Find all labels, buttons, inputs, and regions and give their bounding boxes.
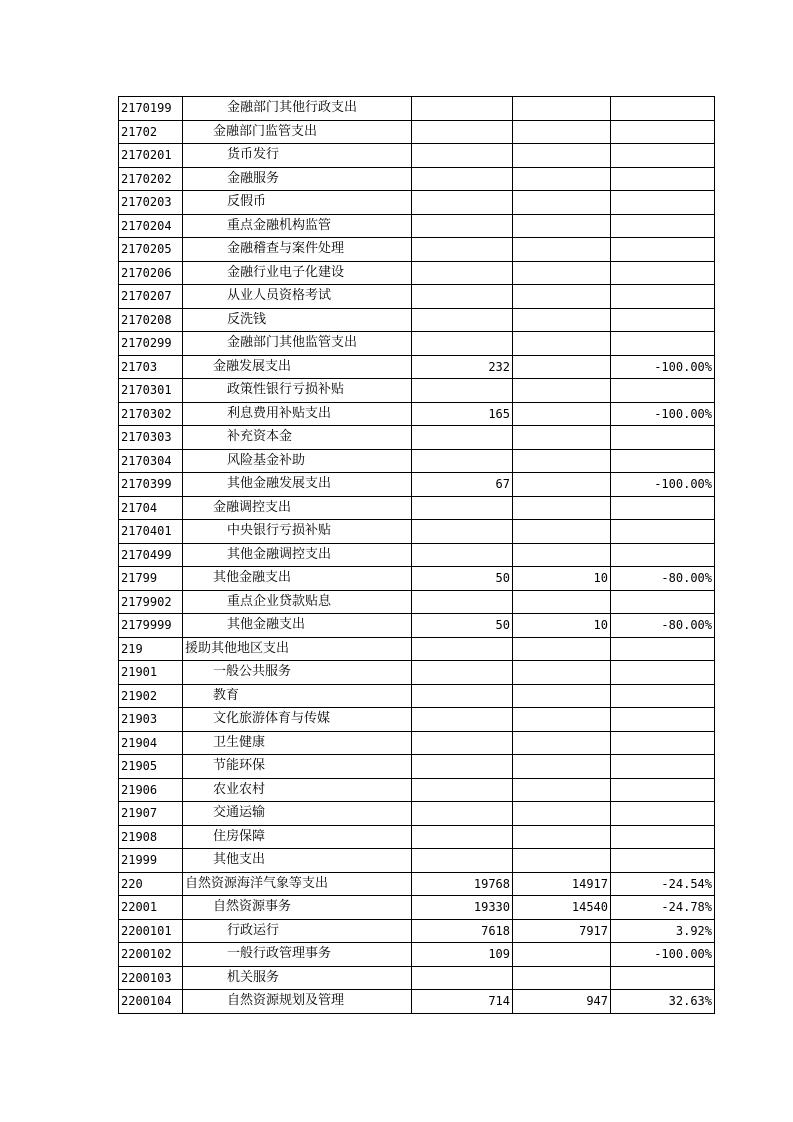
amount-cell-1: 19330 bbox=[412, 896, 513, 920]
change-percent-cell bbox=[611, 214, 715, 238]
code-cell: 2170208 bbox=[119, 308, 183, 332]
change-percent-cell bbox=[611, 849, 715, 873]
change-percent-cell bbox=[611, 802, 715, 826]
item-name-cell: 金融服务 bbox=[183, 167, 412, 191]
table-row bbox=[119, 144, 715, 168]
code-cell: 21999 bbox=[119, 849, 183, 873]
amount-cell-2 bbox=[513, 825, 611, 849]
table-row bbox=[119, 308, 715, 332]
table-row bbox=[119, 661, 715, 685]
amount-cell-2: 14540 bbox=[513, 896, 611, 920]
amount-cell-1 bbox=[412, 849, 513, 873]
change-percent-cell bbox=[611, 755, 715, 779]
amount-cell-1: 67 bbox=[412, 473, 513, 497]
code-cell: 2170304 bbox=[119, 449, 183, 473]
table-body bbox=[119, 97, 715, 1014]
amount-cell-2 bbox=[513, 97, 611, 121]
code-cell: 2170207 bbox=[119, 285, 183, 309]
change-percent-cell bbox=[611, 144, 715, 168]
item-name-cell: 重点企业贷款贴息 bbox=[183, 590, 412, 614]
code-cell: 21905 bbox=[119, 755, 183, 779]
table-row bbox=[119, 332, 715, 356]
table-row bbox=[119, 943, 715, 967]
item-name-cell: 金融发展支出 bbox=[183, 355, 412, 379]
table-row bbox=[119, 167, 715, 191]
item-name-cell: 补充资本金 bbox=[183, 426, 412, 450]
amount-cell-2 bbox=[513, 402, 611, 426]
table-row bbox=[119, 614, 715, 638]
amount-cell-2: 10 bbox=[513, 567, 611, 591]
item-name-cell: 住房保障 bbox=[183, 825, 412, 849]
amount-cell-2 bbox=[513, 661, 611, 685]
amount-cell-2 bbox=[513, 802, 611, 826]
change-percent-cell bbox=[611, 708, 715, 732]
change-percent-cell: -100.00% bbox=[611, 355, 715, 379]
change-percent-cell bbox=[611, 661, 715, 685]
code-cell: 21904 bbox=[119, 731, 183, 755]
amount-cell-2 bbox=[513, 214, 611, 238]
amount-cell-2 bbox=[513, 167, 611, 191]
table-row bbox=[119, 567, 715, 591]
table-row bbox=[119, 496, 715, 520]
table-row bbox=[119, 708, 715, 732]
amount-cell-1 bbox=[412, 637, 513, 661]
amount-cell-2 bbox=[513, 778, 611, 802]
amount-cell-2: 14917 bbox=[513, 872, 611, 896]
item-name-cell: 行政运行 bbox=[183, 919, 412, 943]
change-percent-cell: -24.78% bbox=[611, 896, 715, 920]
table-row bbox=[119, 778, 715, 802]
amount-cell-2 bbox=[513, 755, 611, 779]
table-row bbox=[119, 238, 715, 262]
item-name-cell: 政策性银行亏损补贴 bbox=[183, 379, 412, 403]
table-row bbox=[119, 755, 715, 779]
code-cell: 2179902 bbox=[119, 590, 183, 614]
amount-cell-1: 50 bbox=[412, 567, 513, 591]
item-name-cell: 其他金融支出 bbox=[183, 567, 412, 591]
amount-cell-1 bbox=[412, 261, 513, 285]
item-name-cell: 金融部门其他监管支出 bbox=[183, 332, 412, 356]
table-row bbox=[119, 966, 715, 990]
code-cell: 21901 bbox=[119, 661, 183, 685]
item-name-cell: 自然资源海洋气象等支出 bbox=[183, 872, 412, 896]
amount-cell-1 bbox=[412, 285, 513, 309]
amount-cell-1 bbox=[412, 825, 513, 849]
table-row bbox=[119, 402, 715, 426]
change-percent-cell bbox=[611, 261, 715, 285]
table-row bbox=[119, 990, 715, 1014]
change-percent-cell bbox=[611, 496, 715, 520]
code-cell: 2200101 bbox=[119, 919, 183, 943]
item-name-cell: 反假币 bbox=[183, 191, 412, 215]
change-percent-cell bbox=[611, 308, 715, 332]
change-percent-cell bbox=[611, 97, 715, 121]
change-percent-cell bbox=[611, 637, 715, 661]
table-row bbox=[119, 637, 715, 661]
table-row bbox=[119, 684, 715, 708]
table-row bbox=[119, 849, 715, 873]
amount-cell-1 bbox=[412, 214, 513, 238]
code-cell: 2170401 bbox=[119, 520, 183, 544]
code-cell: 21902 bbox=[119, 684, 183, 708]
change-percent-cell: -100.00% bbox=[611, 402, 715, 426]
amount-cell-1 bbox=[412, 731, 513, 755]
amount-cell-2 bbox=[513, 449, 611, 473]
amount-cell-1 bbox=[412, 144, 513, 168]
code-cell: 2170303 bbox=[119, 426, 183, 450]
code-cell: 2170206 bbox=[119, 261, 183, 285]
item-name-cell: 中央银行亏损补贴 bbox=[183, 520, 412, 544]
table-row bbox=[119, 520, 715, 544]
table-row bbox=[119, 473, 715, 497]
item-name-cell: 货币发行 bbox=[183, 144, 412, 168]
item-name-cell: 反洗钱 bbox=[183, 308, 412, 332]
item-name-cell: 其他金融调控支出 bbox=[183, 543, 412, 567]
item-name-cell: 利息费用补贴支出 bbox=[183, 402, 412, 426]
change-percent-cell: -80.00% bbox=[611, 567, 715, 591]
code-cell: 2170299 bbox=[119, 332, 183, 356]
amount-cell-1 bbox=[412, 120, 513, 144]
table-row bbox=[119, 802, 715, 826]
change-percent-cell bbox=[611, 379, 715, 403]
item-name-cell: 机关服务 bbox=[183, 966, 412, 990]
code-cell: 2170302 bbox=[119, 402, 183, 426]
code-cell: 2170301 bbox=[119, 379, 183, 403]
amount-cell-1 bbox=[412, 684, 513, 708]
table-row bbox=[119, 872, 715, 896]
code-cell: 21799 bbox=[119, 567, 183, 591]
amount-cell-1 bbox=[412, 379, 513, 403]
change-percent-cell bbox=[611, 731, 715, 755]
code-cell: 21906 bbox=[119, 778, 183, 802]
amount-cell-2 bbox=[513, 120, 611, 144]
table-row bbox=[119, 261, 715, 285]
change-percent-cell bbox=[611, 543, 715, 567]
code-cell: 220 bbox=[119, 872, 183, 896]
amount-cell-1 bbox=[412, 755, 513, 779]
change-percent-cell: 3.92% bbox=[611, 919, 715, 943]
code-cell: 2170203 bbox=[119, 191, 183, 215]
amount-cell-1 bbox=[412, 802, 513, 826]
amount-cell-2: 10 bbox=[513, 614, 611, 638]
item-name-cell: 从业人员资格考试 bbox=[183, 285, 412, 309]
change-percent-cell bbox=[611, 120, 715, 144]
amount-cell-1: 714 bbox=[412, 990, 513, 1014]
amount-cell-2 bbox=[513, 426, 611, 450]
amount-cell-1 bbox=[412, 496, 513, 520]
amount-cell-1: 19768 bbox=[412, 872, 513, 896]
item-name-cell: 其他金融发展支出 bbox=[183, 473, 412, 497]
amount-cell-1 bbox=[412, 426, 513, 450]
code-cell: 21702 bbox=[119, 120, 183, 144]
amount-cell-2 bbox=[513, 637, 611, 661]
amount-cell-1 bbox=[412, 332, 513, 356]
table-row bbox=[119, 731, 715, 755]
amount-cell-2 bbox=[513, 191, 611, 215]
amount-cell-2 bbox=[513, 543, 611, 567]
amount-cell-1 bbox=[412, 778, 513, 802]
amount-cell-2 bbox=[513, 332, 611, 356]
item-name-cell: 节能环保 bbox=[183, 755, 412, 779]
item-name-cell: 金融部门监管支出 bbox=[183, 120, 412, 144]
item-name-cell: 交通运输 bbox=[183, 802, 412, 826]
code-cell: 22001 bbox=[119, 896, 183, 920]
amount-cell-1: 165 bbox=[412, 402, 513, 426]
amount-cell-1 bbox=[412, 191, 513, 215]
change-percent-cell bbox=[611, 778, 715, 802]
item-name-cell: 金融稽查与案件处理 bbox=[183, 238, 412, 262]
item-name-cell: 金融调控支出 bbox=[183, 496, 412, 520]
amount-cell-1: 7618 bbox=[412, 919, 513, 943]
code-cell: 2170202 bbox=[119, 167, 183, 191]
table-row bbox=[119, 896, 715, 920]
budget-expenditure-table bbox=[118, 96, 715, 1014]
change-percent-cell bbox=[611, 167, 715, 191]
code-cell: 219 bbox=[119, 637, 183, 661]
amount-cell-1 bbox=[412, 661, 513, 685]
table-row bbox=[119, 919, 715, 943]
item-name-cell: 一般行政管理事务 bbox=[183, 943, 412, 967]
code-cell: 2200102 bbox=[119, 943, 183, 967]
code-cell: 21908 bbox=[119, 825, 183, 849]
table-row bbox=[119, 120, 715, 144]
amount-cell-2 bbox=[513, 473, 611, 497]
item-name-cell: 金融行业电子化建设 bbox=[183, 261, 412, 285]
table-row bbox=[119, 97, 715, 121]
amount-cell-1 bbox=[412, 966, 513, 990]
code-cell: 2170399 bbox=[119, 473, 183, 497]
amount-cell-1 bbox=[412, 308, 513, 332]
code-cell: 2200103 bbox=[119, 966, 183, 990]
item-name-cell: 卫生健康 bbox=[183, 731, 412, 755]
item-name-cell: 农业农村 bbox=[183, 778, 412, 802]
code-cell: 21703 bbox=[119, 355, 183, 379]
table-row bbox=[119, 449, 715, 473]
table-row bbox=[119, 379, 715, 403]
item-name-cell: 自然资源规划及管理 bbox=[183, 990, 412, 1014]
change-percent-cell: -24.54% bbox=[611, 872, 715, 896]
amount-cell-2 bbox=[513, 731, 611, 755]
amount-cell-1 bbox=[412, 238, 513, 262]
table-row bbox=[119, 543, 715, 567]
amount-cell-2 bbox=[513, 308, 611, 332]
amount-cell-2 bbox=[513, 496, 611, 520]
change-percent-cell bbox=[611, 332, 715, 356]
amount-cell-2 bbox=[513, 966, 611, 990]
item-name-cell: 金融部门其他行政支出 bbox=[183, 97, 412, 121]
amount-cell-1 bbox=[412, 543, 513, 567]
code-cell: 21704 bbox=[119, 496, 183, 520]
amount-cell-2 bbox=[513, 144, 611, 168]
code-cell: 2200104 bbox=[119, 990, 183, 1014]
code-cell: 2179999 bbox=[119, 614, 183, 638]
table-row bbox=[119, 191, 715, 215]
change-percent-cell bbox=[611, 590, 715, 614]
amount-cell-2 bbox=[513, 708, 611, 732]
change-percent-cell bbox=[611, 238, 715, 262]
code-cell: 2170205 bbox=[119, 238, 183, 262]
table-row bbox=[119, 426, 715, 450]
item-name-cell: 重点金融机构监管 bbox=[183, 214, 412, 238]
amount-cell-2 bbox=[513, 261, 611, 285]
change-percent-cell: -100.00% bbox=[611, 943, 715, 967]
amount-cell-1 bbox=[412, 97, 513, 121]
amount-cell-1 bbox=[412, 708, 513, 732]
change-percent-cell bbox=[611, 825, 715, 849]
code-cell: 2170204 bbox=[119, 214, 183, 238]
amount-cell-2 bbox=[513, 849, 611, 873]
amount-cell-2 bbox=[513, 379, 611, 403]
change-percent-cell bbox=[611, 520, 715, 544]
code-cell: 21907 bbox=[119, 802, 183, 826]
item-name-cell: 一般公共服务 bbox=[183, 661, 412, 685]
amount-cell-1 bbox=[412, 449, 513, 473]
change-percent-cell: -80.00% bbox=[611, 614, 715, 638]
amount-cell-2: 7917 bbox=[513, 919, 611, 943]
item-name-cell: 教育 bbox=[183, 684, 412, 708]
item-name-cell: 其他金融支出 bbox=[183, 614, 412, 638]
item-name-cell: 其他支出 bbox=[183, 849, 412, 873]
item-name-cell: 文化旅游体育与传媒 bbox=[183, 708, 412, 732]
amount-cell-2 bbox=[513, 285, 611, 309]
amount-cell-1: 232 bbox=[412, 355, 513, 379]
amount-cell-2 bbox=[513, 520, 611, 544]
table-row bbox=[119, 285, 715, 309]
table-row bbox=[119, 590, 715, 614]
amount-cell-1: 50 bbox=[412, 614, 513, 638]
change-percent-cell bbox=[611, 191, 715, 215]
code-cell: 21903 bbox=[119, 708, 183, 732]
change-percent-cell bbox=[611, 426, 715, 450]
amount-cell-1 bbox=[412, 520, 513, 544]
change-percent-cell bbox=[611, 684, 715, 708]
item-name-cell: 风险基金补助 bbox=[183, 449, 412, 473]
amount-cell-1: 109 bbox=[412, 943, 513, 967]
code-cell: 2170201 bbox=[119, 144, 183, 168]
amount-cell-2 bbox=[513, 684, 611, 708]
code-cell: 2170199 bbox=[119, 97, 183, 121]
amount-cell-1 bbox=[412, 167, 513, 191]
amount-cell-2: 947 bbox=[513, 990, 611, 1014]
amount-cell-2 bbox=[513, 355, 611, 379]
change-percent-cell bbox=[611, 285, 715, 309]
amount-cell-2 bbox=[513, 943, 611, 967]
item-name-cell: 援助其他地区支出 bbox=[183, 637, 412, 661]
amount-cell-1 bbox=[412, 590, 513, 614]
amount-cell-2 bbox=[513, 590, 611, 614]
change-percent-cell bbox=[611, 966, 715, 990]
table-row bbox=[119, 825, 715, 849]
table-row bbox=[119, 355, 715, 379]
code-cell: 2170499 bbox=[119, 543, 183, 567]
change-percent-cell: -100.00% bbox=[611, 473, 715, 497]
item-name-cell: 自然资源事务 bbox=[183, 896, 412, 920]
change-percent-cell: 32.63% bbox=[611, 990, 715, 1014]
amount-cell-2 bbox=[513, 238, 611, 262]
table-row bbox=[119, 214, 715, 238]
change-percent-cell bbox=[611, 449, 715, 473]
